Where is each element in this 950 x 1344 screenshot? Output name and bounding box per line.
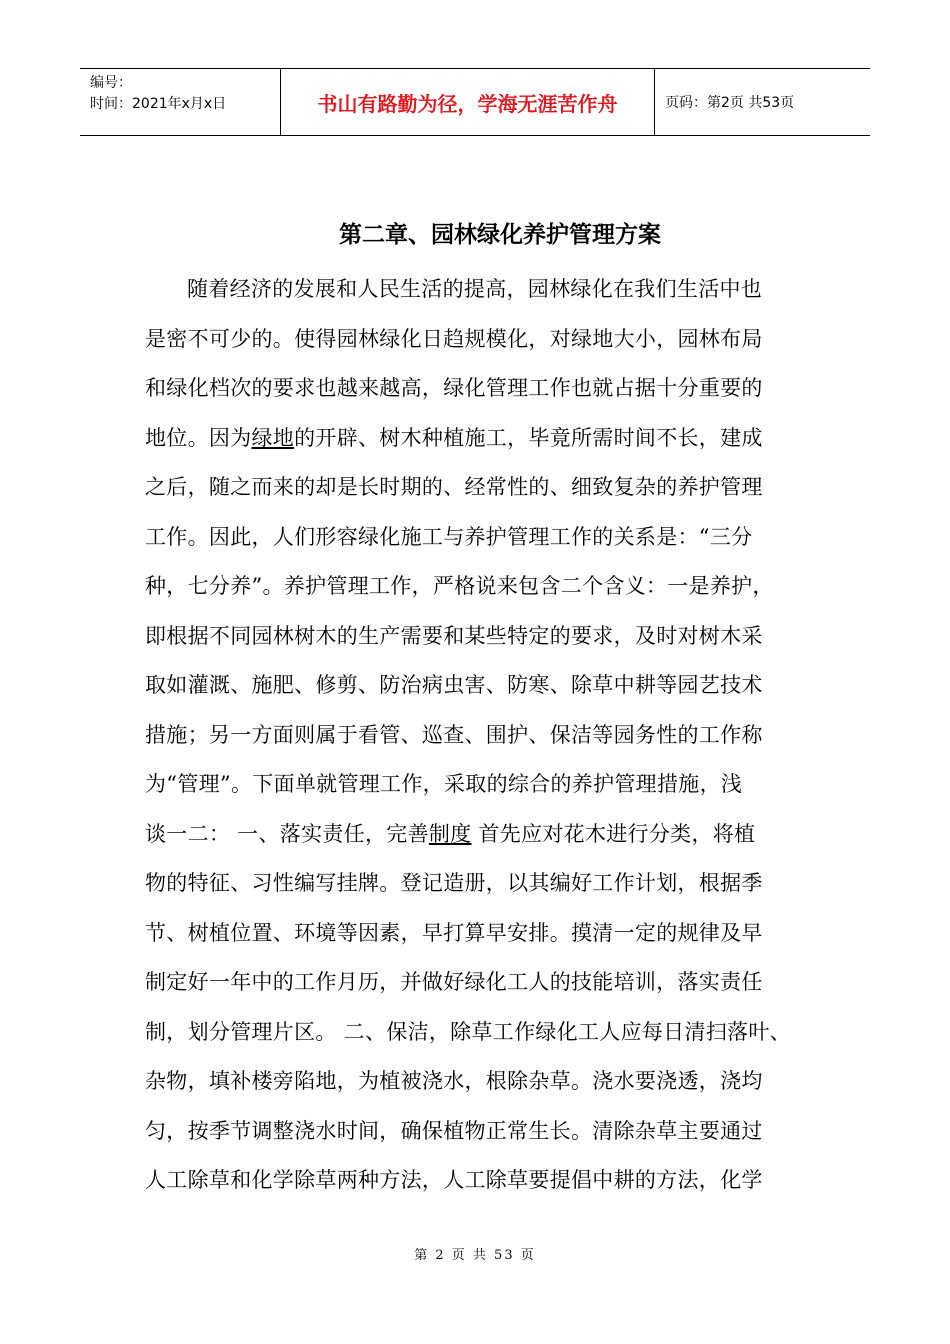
paragraph-line <box>145 810 825 860</box>
underlined-term-zhidu: 制度 <box>428 821 472 846</box>
paragraph-line: 人工除草和化学除草两种方法，人工除草要提倡中耕的方法，化学 <box>145 1168 763 1192</box>
header-page-cell <box>655 69 870 135</box>
number-label: 编号： <box>90 75 132 91</box>
text-segment: 谈一二： 一、落实责任，完善 <box>145 821 429 846</box>
header-meta-cell <box>80 69 281 135</box>
paragraph-line: 制，划分管理片区。 二、保洁，除草工作绿化工人应每日清扫落叶、 <box>145 1019 791 1044</box>
document-header <box>80 68 870 136</box>
motto-text: 书山有路勤为径，学海无涯苦作舟 <box>317 91 618 116</box>
paragraph-line: 种，七分养”。养护管理工作，严格说来包含二个含义：一是养护， <box>145 574 774 598</box>
paragraph-line: 匀，按季节调整浇水时间，确保植物正常生长。清除杂草主要通过 <box>145 1118 763 1143</box>
page-code: 页码：第2页 共53页 <box>665 95 795 111</box>
text-segment: 的开辟、树木种植施工，毕竟所需时间不长，建成 <box>294 425 763 450</box>
chapter-title: 第二章、园林绿化养护管理方案 <box>339 222 661 248</box>
page-footer: 第 2 页 共 53 页 <box>414 1248 536 1263</box>
paragraph-line: 节、树植位置、环境等因素，早打算早安排。摸清一定的规律及早 <box>145 920 763 945</box>
paragraph-line: 之后，随之而来的却是长时期的、经常性的、细致复杂的养护管理 <box>145 475 763 499</box>
underlined-term-lüdi: 绿地 <box>251 425 295 450</box>
paragraph-line: 为“管理”。下面单就管理工作，采取的综合的养护管理措施，浅 <box>145 772 743 796</box>
paragraph-line: 即根据不同园林树木的生产需要和某些特定的要求，及时对树木采 <box>145 623 763 648</box>
paragraph-line: 工作。因此，人们形容绿化施工与养护管理工作的关系是：“三分 <box>145 524 753 549</box>
paragraph-line: 和绿化档次的要求也越来越高，绿化管理工作也就占据十分重要的 <box>145 376 763 400</box>
paragraph-line: 措施；另一方面则属于看管、巡查、围护、保洁等园务性的工作称 <box>145 722 763 747</box>
header-motto-cell <box>281 69 655 135</box>
paragraph-line: 随着经济的发展和人民生活的提高，园林绿化在我们生活中也 <box>187 277 763 301</box>
paragraph-line <box>145 414 825 464</box>
body-paragraph <box>145 265 825 1206</box>
text-segment: 地位。因为 <box>145 425 252 450</box>
text-segment: 首先应对花木进行分类，将植 <box>471 821 756 846</box>
paragraph-line: 制定好一年中的工作月历，并做好绿化工人的技能培训，落实责任 <box>145 970 763 994</box>
paragraph-line: 取如灌溉、施肥、修剪、防治病虫害、防寒、除草中耕等园艺技术 <box>145 673 763 697</box>
paragraph-line: 物的特征、习性编写挂牌。登记造册，以其编好工作计划，根据季 <box>145 871 763 895</box>
time-label: 时间：2021年x月x日 <box>90 96 227 112</box>
paragraph-line: 杂物，填补楼旁陷地，为植被浇水，根除杂草。浇水要浇透，浇均 <box>145 1069 763 1093</box>
paragraph-line: 是密不可少的。使得园林绿化日趋规模化，对绿地大小，园林布局 <box>145 326 763 351</box>
